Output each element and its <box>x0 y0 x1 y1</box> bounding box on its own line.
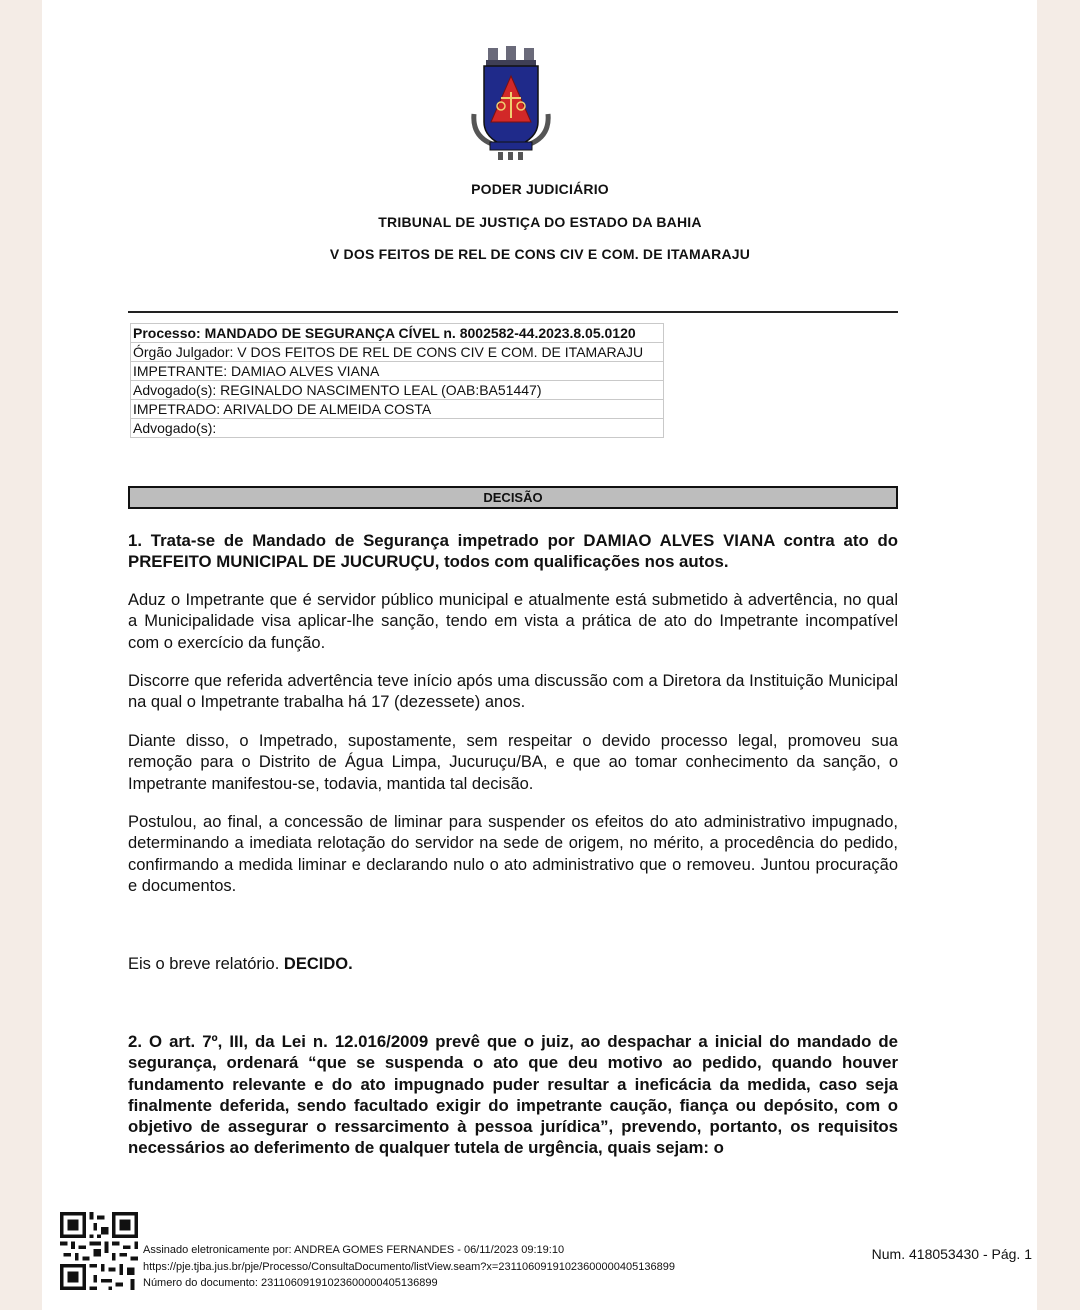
qr-code-icon <box>60 1212 138 1290</box>
paragraph-5: Postulou, ao final, a concessão de liminar para suspender os efeitos do ato administrativo impugnado, determinando a imediata relotação do servidor na sede de origem, no mérito, a procedência do pedido, confirmando a medida liminar e declarando nulo o ato administrativo que o removeu. Juntou procuração e documentos. <box>128 813 898 895</box>
paragraph-6-text: Eis o breve relatório. <box>128 955 284 973</box>
paragraph-6-decido: DECIDO. <box>283 955 353 973</box>
header-line-1: PODER JUDICIÁRIO <box>471 181 609 197</box>
footer-doc-number: Número do documento: 23110609191023600000405136899 <box>143 1277 438 1289</box>
paragraph-6 <box>128 954 898 975</box>
header-line-3: V DOS FEITOS DE REL DE CONS CIV E COM. DE ITAMARAJU <box>329 246 751 262</box>
case-impetrado: IMPETRADO: ARIVALDO DE ALMEIDA COSTA <box>130 399 664 418</box>
footer-url[interactable]: https://pje.tjba.jus.br/pje/Processo/ConsultaDocumento/listView.seam?x=23110609191023600000405136899 <box>143 1261 675 1273</box>
case-advogado-impetrante: Advogado(s): REGINALDO NASCIMENTO LEAL (OAB:BA51447) <box>130 380 664 399</box>
paragraph-1: 1. Trata-se de Mandado de Segurança impetrado por DAMIAO ALVES VIANA contra ato do PREFEITO MUNICIPAL DE JUCURUÇU, todos com qualificações nos autos. <box>128 531 898 572</box>
header-line-2: TRIBUNAL DE JUSTIÇA DO ESTADO DA BAHIA <box>378 214 702 230</box>
header-divider <box>128 311 898 313</box>
paragraph-2: Aduz o Impetrante que é servidor público municipal e atualmente está submetido à advertência, no qual a Municipalidade visa aplicar-lhe sanção, tendo em vista a prática de ato do Impetrante incompatível com o exercício da função. <box>128 591 898 652</box>
case-orgao: Órgão Julgador: V DOS FEITOS DE REL DE CONS CIV E COM. DE ITAMARAJU <box>130 342 664 361</box>
paragraph-4: Diante disso, o Impetrado, supostamente, sem respeitar o devido processo legal, promoveu sua remoção para o Distrito de Água Limpa, Jucuruçu/BA, e que ao tomar conhecimento da sanção, o Impetrante manifestou-se, todavia, mantida tal decisão. <box>128 732 898 793</box>
paragraph-3: Discorre que referida advertência teve início após uma discussão com a Diretora da Instituição Municipal na qual o Impetrante trabalha há 17 (dezessete) anos. <box>128 672 898 712</box>
case-impetrante: IMPETRANTE: DAMIAO ALVES VIANA <box>130 361 664 380</box>
case-processo: Processo: MANDADO DE SEGURANÇA CÍVEL n. 8002582-44.2023.8.05.0120 <box>130 323 664 342</box>
footer-signed-by: Assinado eletronicamente por: ANDREA GOMES FERNANDES - 06/11/2023 09:19:10 <box>143 1244 565 1256</box>
page-number: Num. 418053430 - Pág. 1 <box>871 1246 1032 1262</box>
bahia-coat-of-arms-icon <box>468 44 554 164</box>
paragraph-7: 2. O art. 7º, III, da Lei n. 12.016/2009 prevê que o juiz, ao despachar a inicial do mandado de segurança, ordenará “que se suspenda o ato que deu motivo ao pedido, quando houver fundamento relevante e do ato impugnado puder resultar a ineficácia da medida, caso seja finalmente deferida, sendo facultado exigir do impetrante caução, fiança ou depósito, com o objetivo de assegurar o ressarcimento à pessoa jurídica”, prevendo, portanto, os requisitos necessários ao deferimento de qualquer tutela de urgência, quais sejam: o <box>128 1032 898 1158</box>
case-advogado-impetrado: Advogado(s): <box>130 418 664 438</box>
case-info-table <box>130 323 664 438</box>
section-title-decisao: DECISÃO <box>128 486 898 509</box>
